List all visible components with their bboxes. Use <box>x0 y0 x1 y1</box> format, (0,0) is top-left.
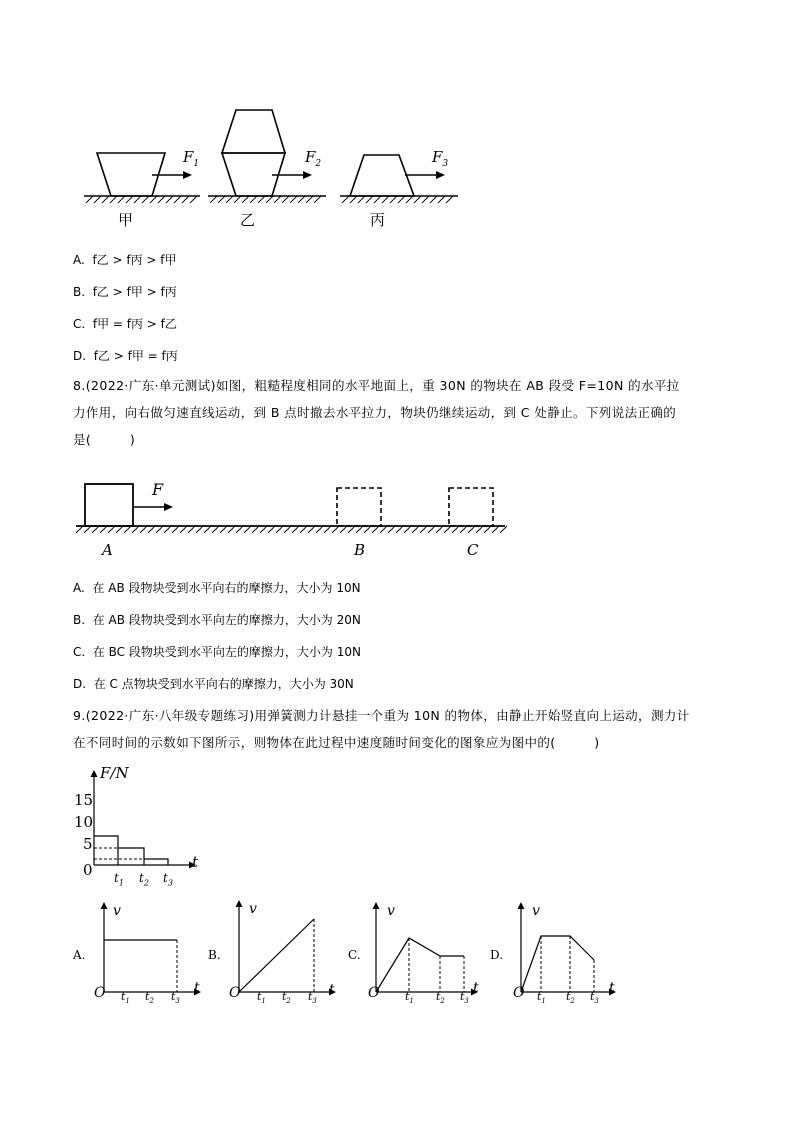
vt-b-t3: $t_3$ <box>308 990 317 1006</box>
vt-c-origin: O <box>368 985 380 1001</box>
q7-figure <box>0 0 794 240</box>
vt-option-a[interactable]: A. <box>73 948 86 962</box>
vt-d-t2: $t_2$ <box>566 990 575 1006</box>
force-label-f1: $F_1$ <box>183 148 200 169</box>
q8-option-d[interactable]: D. 在 C 点物块受到水平向右的摩擦力，大小为 30N <box>73 677 354 691</box>
vt-a-t2: $t_2$ <box>145 990 154 1006</box>
ft-ytick-0: 0 <box>83 861 93 879</box>
ft-xlabel: t <box>192 853 199 871</box>
vt-c-t3: $t_3$ <box>460 990 469 1006</box>
vt-a-ylabel: v <box>113 903 121 919</box>
vt-d-xlabel: t <box>609 980 615 996</box>
force-label-f: F <box>152 480 164 499</box>
q8-stem: 8.(2022·广东·单元测试)如图，粗糙程度相同的水平地面上，重 30N 的物块在 AB 段受 F=10N 的水平拉 力作用，向右做匀速直线运动，到 B 点时撤去水平拉力，物块仍继续运动，到 C 处静止。下列说法正确的 是( ) <box>73 378 680 447</box>
ft-xtick-t3: $t_3$ <box>163 871 173 888</box>
ft-ylabel: F/N <box>100 764 129 782</box>
vt-a-t1: $t_1$ <box>121 990 130 1006</box>
q8-option-b[interactable]: B. 在 AB 段物块受到水平向左的摩擦力，大小为 20N <box>73 613 361 627</box>
vt-graph-c <box>367 900 482 1000</box>
q9-stem: 9.(2022·广东·八年级专题练习)用弹簧测力计悬挂一个重为 10N 的物体，由静止开始竖直向上运动，测力计 在不同时间的示数如下图所示，则物体在此过程中速度随时间变化的图象应为图中的( ) <box>73 708 690 750</box>
force-label-f2: $F_2$ <box>305 148 322 169</box>
vt-a-t3: $t_3$ <box>171 990 180 1006</box>
label-bing: 丙 <box>370 211 386 229</box>
vt-graph-a <box>95 900 205 1000</box>
vt-a-xlabel: t <box>194 980 200 996</box>
vt-c-t2: $t_2$ <box>436 990 445 1006</box>
vt-b-t1: $t_1$ <box>257 990 266 1006</box>
vt-option-d[interactable]: D. <box>490 948 504 962</box>
label-yi: 乙 <box>240 211 256 229</box>
vt-d-t1: $t_1$ <box>537 990 546 1006</box>
point-c: C <box>467 541 479 559</box>
vt-c-xlabel: t <box>473 980 479 996</box>
vt-b-origin: O <box>229 985 241 1001</box>
q8-option-a[interactable]: A. 在 AB 段物块受到水平向右的摩擦力，大小为 10N <box>73 581 361 595</box>
point-b: B <box>354 541 366 559</box>
vt-d-t3: $t_3$ <box>590 990 599 1006</box>
q7-option-c[interactable]: C. f甲 = f丙 > f乙 <box>73 317 177 331</box>
q7-option-d[interactable]: D. f乙 > f甲 = f丙 <box>73 349 178 363</box>
ft-ytick-5: 5 <box>83 835 93 853</box>
ft-ytick-10: 10 <box>74 813 94 831</box>
force-label-f3: $F_3$ <box>432 148 449 169</box>
vt-graph-b <box>230 898 340 1000</box>
q8-figure <box>0 470 794 570</box>
vt-option-b[interactable]: B. <box>208 948 221 962</box>
ft-xtick-t1: $t_1$ <box>114 871 124 888</box>
block-at-b <box>337 488 381 526</box>
vt-c-ylabel: v <box>387 903 395 919</box>
q8-option-c[interactable]: C. 在 BC 段物块受到水平向左的摩擦力，大小为 10N <box>73 645 361 659</box>
vt-b-ylabel: v <box>249 901 257 917</box>
vt-c-t1: $t_1$ <box>405 990 414 1006</box>
ft-xtick-t2: $t_2$ <box>139 871 149 888</box>
vt-a-origin: O <box>94 985 106 1001</box>
label-jia: 甲 <box>118 211 134 229</box>
q7-option-a[interactable]: A. f乙 > f丙 > f甲 <box>73 253 177 267</box>
q7-option-b[interactable]: B. f乙 > f甲 > f丙 <box>73 285 177 299</box>
vt-d-origin: O <box>513 985 525 1001</box>
vt-d-ylabel: v <box>532 903 540 919</box>
ft-ytick-15: 15 <box>74 791 94 809</box>
block-at-c <box>449 488 493 526</box>
vt-option-c[interactable]: C. <box>348 948 361 962</box>
vt-b-xlabel: t <box>329 982 335 998</box>
vt-graph-d <box>512 900 622 1000</box>
vt-b-t2: $t_2$ <box>282 990 291 1006</box>
point-a: A <box>102 541 113 559</box>
block-at-a <box>85 484 133 526</box>
